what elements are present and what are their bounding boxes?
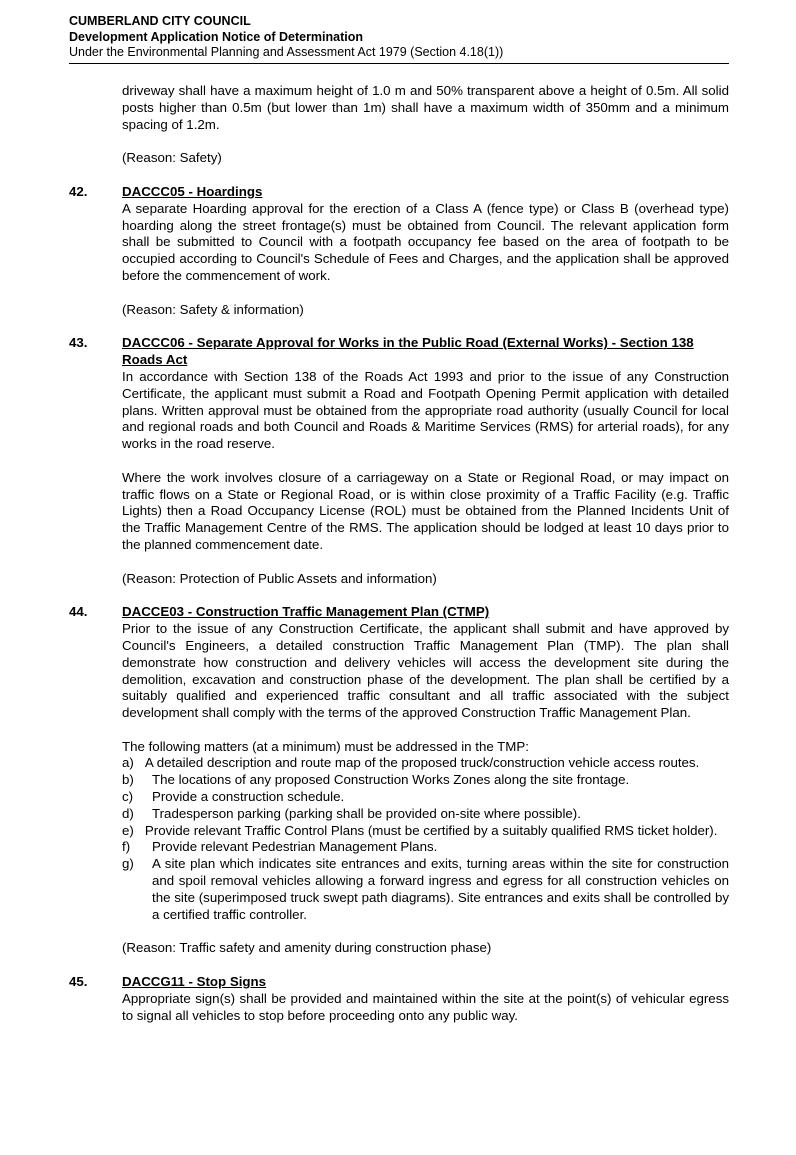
- condition-paragraph: Appropriate sign(s) shall be provided and maintained within the site at the point(s) of vehicular egress to signal all vehicles to stop before proceeding onto any public way.: [122, 990, 729, 1023]
- condition-reason: (Reason: Safety & information): [122, 301, 304, 317]
- condition-number: 42.: [69, 183, 88, 199]
- condition-reason: (Reason: Traffic safety and amenity during construction phase): [122, 940, 492, 956]
- document-title: Development Application Notice of Determination: [69, 29, 364, 44]
- condition-paragraph: Prior to the issue of any Construction Certificate, the applicant shall submit and have approved by Council's Engineers, a detailed construction Traffic Management Plan (TMP). The plan shall demonstrate how construction and delivery vehicles will access the development site during the demolition, excavation and construction phase of the development. The plan shall be certified by a suitably qualified and experienced traffic consultant and all traffic associated with the subject development shall comply with the terms of the approved Construction Traffic Management Plan.: [122, 621, 729, 721]
- condition-paragraph: In accordance with Section 138 of the Roads Act 1993 and prior to the issue of any Construction Certificate, the applicant must submit a Road and Footpath Opening Permit application with detailed plans. Written approval must be obtained from the appropriate road authority (usually Council for local and regional roads and both Council and Roads & Maritime Services (RMS) for arterial roads), for any works in the road reserve.: [122, 368, 729, 452]
- condition-reason: (Reason: Protection of Public Assets and information): [122, 570, 437, 586]
- list-item: d) Tradesperson parking (parking shall be provided on-site where possible).: [122, 805, 581, 821]
- intro-continuation: [122, 83, 729, 167]
- condition-title: DACCC06 - Separate Approval for Works in the Public Road (External Works) - Section 138 Roads Act: [122, 335, 694, 368]
- condition-number: 43.: [69, 335, 88, 351]
- intro-paragraph: driveway shall have a maximum height of 1.0 m and 50% transparent above a height of 0.5m. All solid posts higher than 0.5m (but lower than 1m) shall have a maximum width of 350mm and a minimum spacing of 1.2m.: [122, 83, 729, 132]
- condition-number: 44.: [69, 604, 88, 620]
- list-item: e) Provide relevant Traffic Control Plans (must be certified by a suitably qualified RMS ticket holder).: [122, 822, 718, 838]
- condition-45: [69, 974, 729, 1024]
- tmp-matters-list: [122, 755, 729, 923]
- condition-number: 45.: [69, 974, 88, 990]
- list-item: f) Provide relevant Pedestrian Management Plans.: [122, 839, 438, 855]
- act-reference: Under the Environmental Planning and Assessment Act 1979 (Section 4.18(1)): [69, 45, 504, 59]
- list-item: b) The locations of any proposed Construction Works Zones along the site frontage.: [122, 772, 630, 788]
- document-body: [69, 83, 729, 1024]
- list-item: g) A site plan which indicates site entrances and exits, turning areas within the site for construction and spoil removal vehicles allowing a forward ingress and egress for all construction vehicles on the site (superimposed truck swept path diagrams). Site entrances and exits shall be controlled by a certified traffic controller.: [122, 856, 729, 922]
- list-item: a) A detailed description and route map of the proposed truck/construction vehicle access routes.: [122, 755, 700, 771]
- list-intro: The following matters (at a minimum) must be addressed in the TMP:: [122, 738, 529, 754]
- council-name: CUMBERLAND CITY COUNCIL: [69, 14, 251, 28]
- condition-42: [69, 184, 729, 318]
- condition-title: DACCC05 - Hoardings: [122, 183, 263, 199]
- page-header: [69, 14, 729, 64]
- condition-paragraph: Where the work involves closure of a carriageway on a State or Regional Road, or may impact on traffic flows on a State or Regional Road, or is within close proximity of a Traffic Facility (e.g. Traffic Lights) then a Road Occupancy License (ROL) must be obtained from the Planned Incidents Unit of the Traffic Management Centre of the RMS. The application should be lodged at least 10 days prior to the planned commencement date.: [122, 469, 729, 552]
- list-item: c) Provide a construction schedule.: [122, 789, 345, 805]
- condition-44: [69, 604, 729, 957]
- condition-paragraph: A separate Hoarding approval for the erection of a Class A (fence type) or Class B (overhead type) hoarding along the street frontage(s) must be obtained from Council. The relevant application form shall be submitted to Council with a footpath occupancy fee based on the area of footpath to be occupied according to Council's Schedule of Fees and Charges, and the application shall be approved before the commencement of work.: [122, 200, 729, 283]
- condition-43: [69, 335, 729, 587]
- condition-title: DACCG11 - Stop Signs: [122, 974, 267, 990]
- intro-reason: (Reason: Safety): [122, 150, 222, 166]
- condition-title: DACCE03 - Construction Traffic Management Plan (CTMP): [122, 604, 490, 620]
